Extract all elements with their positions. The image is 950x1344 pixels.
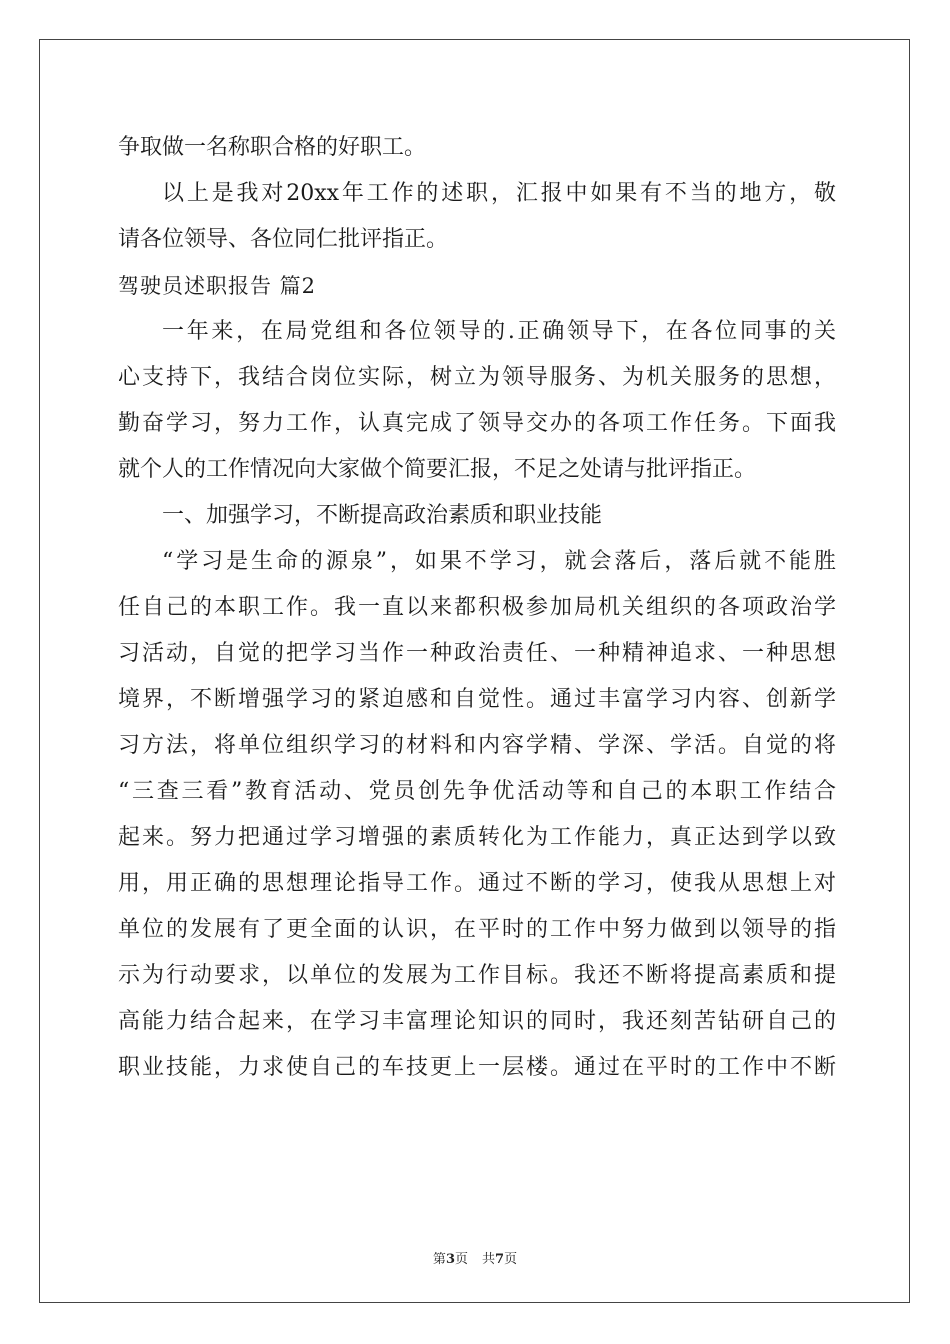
total-page-number: 7 xyxy=(495,1252,505,1267)
text-line: 请各位领导、各位同仁批评指正。 xyxy=(118,227,449,252)
text-line: 示为行动要求，以单位的发展为工作目标。我还不断将提高素质和提 xyxy=(118,963,836,988)
page-footer xyxy=(0,1248,950,1267)
text-line: 一年来，在局党组和各位领导的.正确领导下，在各位同事的关 xyxy=(162,319,836,344)
page-suffix: 页 xyxy=(454,1252,468,1267)
text-line: “学习是生命的源泉”，如果不学习，就会落后，落后就不能胜 xyxy=(162,549,836,574)
total-suffix: 页 xyxy=(504,1252,518,1267)
text-line: 任自己的本职工作。我一直以来都积极参加局机关组织的各项政治学 xyxy=(118,595,836,620)
text-line: 高能力结合起来，在学习丰富理论知识的同时，我还刻苦钻研自己的 xyxy=(118,1009,836,1034)
text-line: 用，用正确的思想理论指导工作。通过不断的学习，使我从思想上对 xyxy=(118,871,836,896)
section-heading: 驾驶员述职报告 篇2 xyxy=(118,274,317,298)
text-line: “三查三看”教育活动、党员创先争优活动等和自己的本职工作结合 xyxy=(118,779,836,804)
text-line: 争取做一名称职合格的好职工。 xyxy=(118,135,427,160)
current-page-number: 3 xyxy=(445,1252,455,1267)
text-line: 习方法，将单位组织学习的材料和内容学精、学深、学活。自觉的将 xyxy=(118,733,836,758)
document-body xyxy=(118,125,836,1091)
text-line: 职业技能，力求使自己的车技更上一层楼。通过在平时的工作中不断 xyxy=(118,1055,836,1080)
page-prefix: 第 xyxy=(432,1252,446,1267)
text-line: 起来。努力把通过学习增强的素质转化为工作能力，真正达到学以致 xyxy=(118,825,836,850)
text-line: 单位的发展有了更全面的认识，在平时的工作中努力做到以领导的指 xyxy=(118,917,836,942)
total-prefix: 共 xyxy=(482,1252,496,1267)
text-line: 就个人的工作情况向大家做个简要汇报，不足之处请与批评指正。 xyxy=(118,457,757,482)
text-line: 心支持下，我结合岗位实际，树立为领导服务、为机关服务的思想， xyxy=(118,365,836,390)
text-line: 境界，不断增强学习的紧迫感和自觉性。通过丰富学习内容、创新学 xyxy=(118,687,836,712)
text-line: 以上是我对20xx年工作的述职，汇报中如果有不当的地方，敬 xyxy=(162,181,836,206)
subsection-heading: 一、加强学习，不断提高政治素质和职业技能 xyxy=(162,503,603,528)
text-line: 勤奋学习，努力工作，认真完成了领导交办的各项工作任务。下面我 xyxy=(118,411,836,436)
text-line: 习活动，自觉的把学习当作一种政治责任、一种精神追求、一种思想 xyxy=(118,641,836,666)
